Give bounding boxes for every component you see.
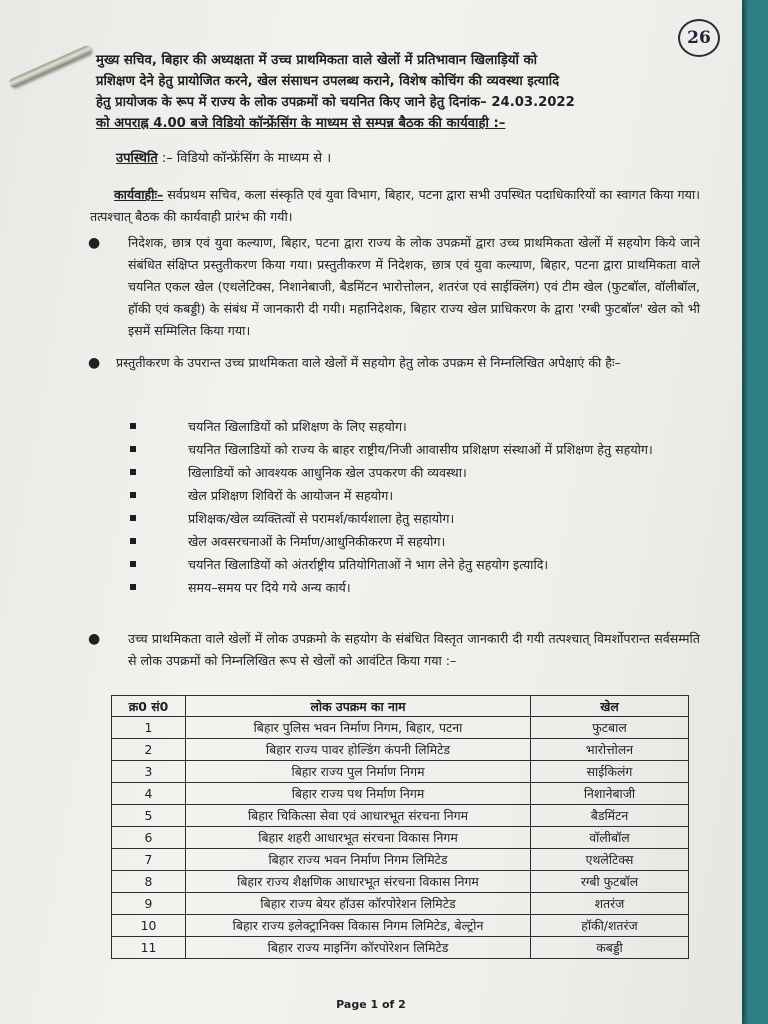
square-bullet-icon: [130, 561, 136, 567]
presence-text: :– विडियो कॉन्फ्रेंसिंग के माध्यम से ।: [161, 151, 332, 166]
sport-cell: शतरंज: [531, 893, 689, 915]
serial-cell: 5: [112, 805, 186, 827]
table-row: [112, 783, 689, 805]
table-row: [112, 739, 689, 761]
serial-cell: 9: [112, 893, 186, 915]
page-number-badge: 26: [678, 19, 720, 57]
list-item: खेल अवसरचनाओं के निर्माण/आधुनिकीकरण में सहयोग।: [126, 531, 706, 553]
title-line: हेतु प्रायोजक के रूप में राज्य के लोक उपक्रमों को चयनित किए जाने हेतु दिनांक– 24.03.2022: [96, 95, 575, 110]
serial-cell: 10: [112, 915, 186, 937]
sport-cell: वॉलीबॉल: [531, 827, 689, 849]
serial-cell: 1: [112, 717, 186, 739]
column-header: क्र0 सं0: [112, 696, 186, 717]
square-bullet-icon: [130, 469, 136, 475]
table-row: [112, 827, 689, 849]
company-cell: बिहार चिकित्सा सेवा एवं आधारभूत संरचना निगम: [186, 805, 531, 827]
bullet-text: प्रस्तुतीकरण के उपरान्त उच्च प्राथमिकता वाले खेलों में सहयोग हेतु लोक उपक्रम से निम्नलिखित अपेक्षाएं की हैः–: [116, 355, 621, 370]
table-row: [112, 871, 689, 893]
square-bullet-icon: [130, 446, 136, 452]
company-cell: बिहार पुलिस भवन निर्माण निगम, बिहार, पटना: [186, 717, 531, 739]
list-item: चयनित खिलाडियों को राज्य के बाहर राष्ट्रीय/निजी आवासीय प्रशिक्षण संस्थाओं में प्रशिक्षण हेतु सहयोग।: [126, 439, 706, 461]
list-item: चयनित खिलाडियों को अंतर्राष्ट्रीय प्रतियोगिताओं ने भाग लेने हेतु सहयोग इत्यादि।: [126, 554, 706, 576]
company-cell: बिहार राज्य भवन निर्माण निगम लिमिटेड: [186, 849, 531, 871]
page-edge-shadow: [742, 0, 748, 1024]
list-item: खिलाडियों को आवश्यक आधुनिक खेल उपकरण की व्यवस्था।: [126, 462, 706, 484]
sport-cell: रग्बी फुटबॉल: [531, 871, 689, 893]
table-header-row: [112, 696, 689, 717]
title-line: को अपराह्न 4.00 बजे विडियो कॉन्फ्रेंसिंग के माध्यम से सम्पन्न बैठक की कार्यवाही :–: [96, 116, 506, 131]
proceedings-label: कार्यवाहीः–: [114, 187, 164, 202]
expectations-list: [126, 416, 706, 600]
serial-cell: 11: [112, 937, 186, 959]
presence-line: [116, 148, 331, 166]
square-bullet-icon: [130, 538, 136, 544]
square-bullet-icon: [130, 515, 136, 521]
bullet-text: निदेशक, छात्र एवं युवा कल्याण, बिहार, पटना द्वारा राज्य के लोक उपक्रमों द्वारा उच्च प्राथमिकता खेलों में सहयोग किये जाने संबंधित संक्षिप्त प्रस्तुतीकरण किया गया। प्रस्तुतीकरण में निदेशक, छात्र एवं युवा कल्याण, बिहार, पटना द्वारा प्राथमिकता वाले चयनित एकल खेल (एथलेटिक्स, निशानेबाजी, बैडमिंटन भारोत्तोलन, शतरंज एवं साईक्लिंग) एवं टीम खेल (फुटबॉल, वॉलीबॉल, हॉकी एवं कबड्डी) के संबंध में जानकारी दी गयी। महानिदेशक, बिहार राज्य खेल प्राधिकरण के द्वारा 'रग्बी फुटबॉल' खेल को भी इसमें सम्मिलित किया गया।: [128, 235, 700, 338]
paper-pin: [8, 44, 92, 88]
bullet-icon: ●: [88, 631, 101, 647]
serial-cell: 7: [112, 849, 186, 871]
serial-cell: 4: [112, 783, 186, 805]
square-bullet-icon: [130, 423, 136, 429]
sport-cell: भारोत्तोलन: [531, 739, 689, 761]
serial-cell: 8: [112, 871, 186, 893]
table-row: [112, 805, 689, 827]
table-row: [112, 915, 689, 937]
bullet-allocation: [88, 628, 700, 672]
sport-cell: कबड्डी: [531, 937, 689, 959]
table-row: [112, 717, 689, 739]
sport-cell: साईकिलंग: [531, 761, 689, 783]
bullet-expectations: [88, 352, 700, 374]
sport-cell: हॉकी/शतरंज: [531, 915, 689, 937]
table-row: [112, 893, 689, 915]
sport-cell: बैडमिंटन: [531, 805, 689, 827]
list-item: समय–समय पर दिये गये अन्य कार्य।: [126, 577, 706, 599]
list-item: चयनित खिलाडियों को प्रशिक्षण के लिए सहयोग।: [126, 416, 706, 438]
serial-cell: 6: [112, 827, 186, 849]
square-bullet-icon: [130, 584, 136, 590]
bullet-icon: ●: [88, 235, 101, 251]
list-item: खेल प्रशिक्षण शिविरों के आयोजन में सहयोग।: [126, 485, 706, 507]
meeting-title: [96, 50, 676, 134]
table-row: [112, 849, 689, 871]
table-row: [112, 761, 689, 783]
allocation-table: [111, 695, 689, 959]
serial-cell: 2: [112, 739, 186, 761]
page-footer: Page 1 of 2: [336, 998, 406, 1011]
table-row: [112, 937, 689, 959]
title-line: प्रशिक्षण देने हेतु प्रायोजित करने, खेल संसाधन उपलब्ध कराने, विशेष कोचिंग की व्यवस्था इत्यादि: [96, 74, 560, 89]
company-cell: बिहार राज्य इलेक्ट्रानिक्स विकास निगम लिमिटेड, बेल्ट्रोन: [186, 915, 531, 937]
square-bullet-icon: [130, 492, 136, 498]
company-cell: बिहार राज्य बेयर हॉउस कॉरपोरेशन लिमिटेड: [186, 893, 531, 915]
bullet-presentation: [88, 232, 700, 342]
presence-label: उपस्थिति: [116, 151, 158, 166]
bullet-text: उच्च प्राथमिकता वाले खेलों में लोक उपक्रमो के सहयोग के संबंधित विस्तृत जानकारी दी गयी तत्पश्चात् विमर्शोपरान्त सर्वसम्मति से लोक उपक्रमों को निम्नलिखित रूप से खेलों को आवंटित किया गया :–: [128, 631, 700, 668]
company-cell: बिहार राज्य पावर होल्डिंग कंपनी लिमिटेड: [186, 739, 531, 761]
column-header: लोक उपक्रम का नाम: [186, 696, 531, 717]
sport-cell: निशानेबाजी: [531, 783, 689, 805]
company-cell: बिहार राज्य शैक्षणिक आधारभूत संरचना विकास निगम: [186, 871, 531, 893]
column-header: खेल: [531, 696, 689, 717]
sport-cell: फुटबाल: [531, 717, 689, 739]
title-line: मुख्य सचिव, बिहार की अध्यक्षता में उच्च प्राथमिकता वाले खेलों में प्रतिभावान खिलाड़ियों को: [96, 53, 538, 68]
serial-cell: 3: [112, 761, 186, 783]
company-cell: बिहार राज्य पुल निर्माण निगम: [186, 761, 531, 783]
company-cell: बिहार राज्य पथ निर्माण निगम: [186, 783, 531, 805]
company-cell: बिहार शहरी आधारभूत संरचना विकास निगम: [186, 827, 531, 849]
sport-cell: एथलेटिक्स: [531, 849, 689, 871]
list-item: प्रशिक्षक/खेल व्यक्तित्वों से परामर्श/कार्यशाला हेतु सहायोग।: [126, 508, 706, 530]
proceedings-paragraph: [90, 184, 700, 228]
bullet-icon: ●: [88, 355, 101, 371]
proceedings-text: सर्वप्रथम सचिव, कला संस्कृति एवं युवा विभाग, बिहार, पटना द्वारा सभी उपस्थित पदाधिकारियों का स्वागत किया गया। तत्पश्चात् बैठक की कार्यवाही प्रारंभ की गयी।: [90, 187, 700, 224]
company-cell: बिहार राज्य माइनिंग कॉरपोरेशन लिमिटेड: [186, 937, 531, 959]
